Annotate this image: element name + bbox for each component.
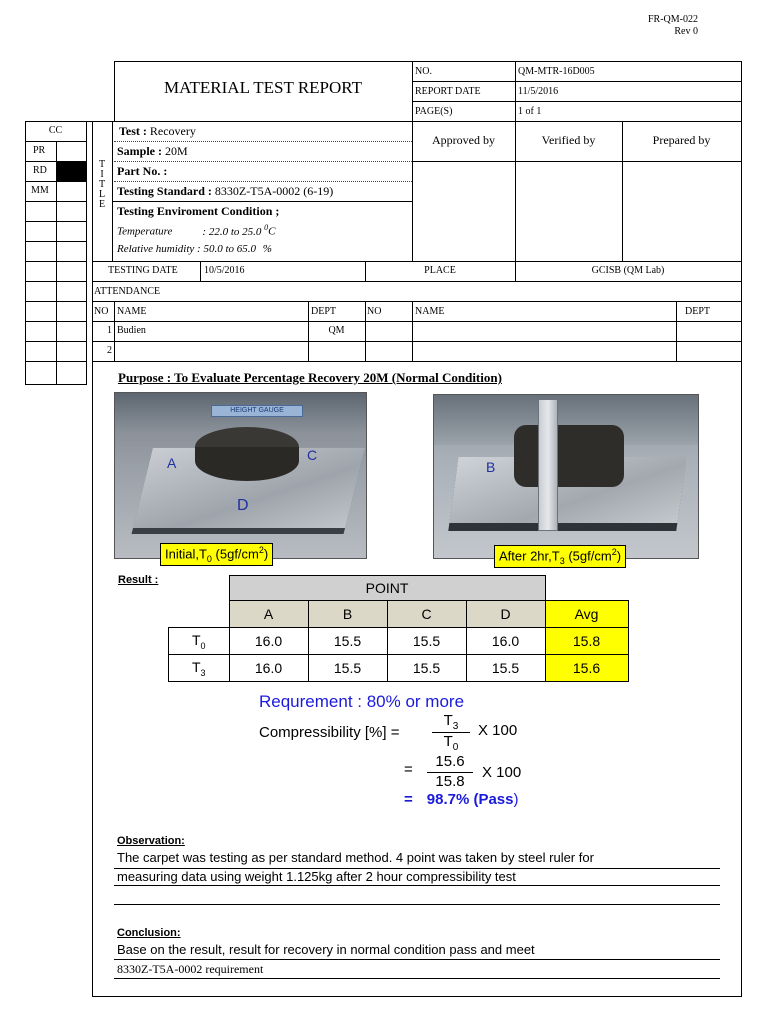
att-header-no-2: NO	[367, 306, 382, 317]
col-avg: Avg	[545, 601, 628, 628]
requirement-text: Requrement : 80% or more	[259, 692, 465, 711]
cell-t3-b: 15.5	[308, 655, 387, 682]
att-header-name-2: NAME	[415, 306, 445, 317]
standard-field: Testing Standard : 8330Z-T5A-0002 (6-19)	[117, 184, 334, 198]
att-row-1-no: 1	[107, 325, 112, 336]
att-row-1-name: Budien	[117, 325, 146, 336]
test-field: Test : Recovery	[119, 124, 196, 138]
place-value: GCISB (QM Lab)	[591, 265, 665, 276]
att-row-1-dept: QM	[328, 325, 345, 336]
cell-t0-avg: 15.8	[545, 628, 628, 655]
steel-ruler	[538, 399, 558, 531]
temperature-line: Temperature : 22.0 to 25.0 $^0$C	[117, 223, 276, 238]
side-label-mm: MM	[31, 185, 49, 196]
observation-line-2: measuring data using weight 1.125kg after 2 hour compressibility test	[117, 869, 516, 884]
testing-date-label: TESTING DATE	[108, 265, 178, 276]
cell-t0-a: 16.0	[229, 628, 308, 655]
formula-den: $T_0$	[443, 733, 459, 753]
cell-t3-a: 16.0	[229, 655, 308, 682]
form-code-block	[648, 14, 698, 38]
att-header-dept: DEPT	[311, 306, 336, 317]
formula-lhs: Compressibility [%] =	[259, 724, 400, 741]
meta-date-value: 11/5/2016	[518, 86, 559, 97]
row-label-t0: $T_0$	[169, 628, 230, 655]
formula-den-val: 15.8	[435, 773, 465, 790]
formula-times-1: X 100	[478, 722, 518, 739]
table-row	[169, 628, 629, 655]
meta-no-value: QM-MTR-16D005	[518, 66, 595, 77]
attendance-label: ATTENDANCE	[94, 286, 161, 297]
meta-date-label: REPORT DATE	[415, 86, 481, 97]
rd-filled-cell	[56, 161, 86, 181]
conclusion-line-1: Base on the result, result for recovery in normal condition pass and meet	[117, 942, 535, 957]
point-header: POINT	[229, 576, 545, 601]
result-label: Result :	[118, 574, 159, 586]
formula-num-val: 15.6	[435, 753, 465, 770]
col-a: A	[229, 601, 308, 628]
formula-times-2: X 100	[482, 764, 522, 781]
formula-result: = 98.7% (Pass)	[404, 791, 519, 808]
part-no-field: Part No. :	[117, 164, 168, 178]
meta-pages-value: 1 of 1	[518, 106, 542, 117]
cell-t3-c: 15.5	[387, 655, 466, 682]
prepared-by-label: Prepared by	[652, 133, 711, 147]
col-d: D	[466, 601, 545, 628]
report-title: MATERIAL TEST REPORT	[164, 78, 362, 97]
humidity-line: Relative humidity : 50.0 to 65.0 %	[117, 243, 272, 255]
approved-by-label: Approved by	[432, 133, 495, 147]
mark-b: B	[486, 459, 496, 475]
photo-initial	[114, 392, 367, 559]
height-gauge-label: HEIGHT GAUGE	[211, 405, 303, 417]
side-label-rd: RD	[33, 165, 47, 176]
cell-t0-c: 15.5	[387, 628, 466, 655]
mark-d: D	[237, 497, 249, 514]
col-c: C	[387, 601, 466, 628]
att-header-name: NAME	[117, 306, 147, 317]
caption-after: After $2hr,T_3$ $(5gf/cm^2)$	[494, 545, 626, 568]
formula-eq: =	[404, 761, 413, 778]
verified-by-label: Verified by	[541, 133, 596, 147]
col-b: B	[308, 601, 387, 628]
formula-num: $T_3$	[443, 712, 459, 732]
caption-initial: $Initial,T_0$ $(5gf/cm^2)$	[160, 543, 273, 566]
cell-t3-avg: 15.6	[545, 655, 628, 682]
observation-label: Observation:	[117, 835, 185, 847]
purpose-heading: Purpose : To Evaluate Percentage Recovery 20M (Normal Condition)	[118, 370, 502, 385]
side-label-pr: PR	[33, 145, 46, 156]
table-row	[169, 655, 629, 682]
meta-no-label: NO.	[415, 66, 432, 77]
result-table	[168, 575, 629, 682]
conclusion-label: Conclusion:	[117, 927, 181, 939]
mark-c: C	[307, 447, 318, 463]
meta-pages-label: PAGE(S)	[415, 106, 453, 117]
row-label-t3: $T_3$	[169, 655, 230, 682]
att-row-2-no: 2	[107, 345, 112, 356]
side-label-cc: CC	[48, 125, 63, 136]
environment-label: Testing Enviroment Condition ;	[117, 204, 280, 218]
observation-line-1: The carpet was testing as per standard method. 4 point was taken by steel ruler for	[117, 850, 594, 865]
att-header-no: NO	[94, 306, 109, 317]
place-label: PLACE	[424, 265, 456, 276]
testing-date-value: 10/5/2016	[204, 265, 245, 276]
photo-after	[433, 394, 699, 559]
form-code: FR-QM-022	[647, 14, 698, 25]
att-header-dept-2: DEPT	[685, 306, 710, 317]
sample-field: Sample : 20M	[117, 144, 188, 158]
cell-t3-d: 15.5	[466, 655, 545, 682]
conclusion-line-2: 8330Z-T5A-0002 requirement	[117, 962, 264, 976]
mark-a: A	[167, 455, 177, 471]
cell-t0-d: 16.0	[466, 628, 545, 655]
cell-t0-b: 15.5	[308, 628, 387, 655]
form-rev: Rev 0	[674, 26, 698, 37]
title-vertical: T I T L E	[98, 159, 106, 210]
